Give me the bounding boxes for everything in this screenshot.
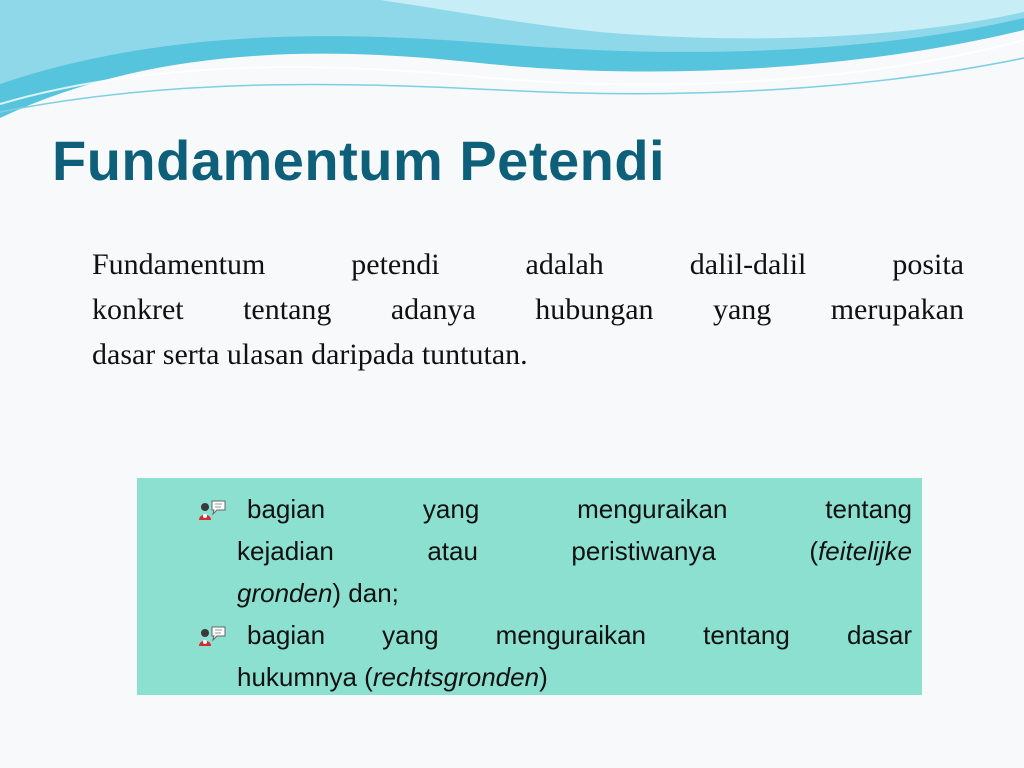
bullet-list [237, 488, 912, 698]
intro-line: konkret tentang adanya hubungan yang merupakan [92, 293, 964, 326]
intro-line: dasar serta ulasan daripada tuntutan. [92, 338, 528, 371]
bullet-item [237, 488, 912, 614]
bullet-line: bagian yang menguraikan tentang [247, 494, 912, 524]
bullet-item [237, 614, 912, 698]
header-wave-decoration [0, 0, 1024, 130]
bullet-line: kejadian atau peristiwanya (feitelijke [237, 536, 912, 566]
italic-term: rechtsgronden [372, 662, 540, 692]
italic-term: gronden [237, 578, 333, 608]
people-chat-icon [197, 624, 227, 648]
bullet-line: hukumnya (rechtsgronden) [237, 662, 548, 692]
people-chat-icon [197, 498, 227, 522]
bullet-line: gronden) dan; [237, 578, 399, 608]
intro-line: Fundamentum petendi adalah dalil-dalil posita [92, 248, 964, 281]
italic-term: feitelijke [818, 536, 912, 566]
slide-title: Fundamentum Petendi [52, 129, 666, 192]
bullet-line: bagian yang menguraikan tentang dasar [247, 620, 912, 650]
highlight-box [137, 478, 922, 695]
intro-paragraph [92, 242, 964, 377]
